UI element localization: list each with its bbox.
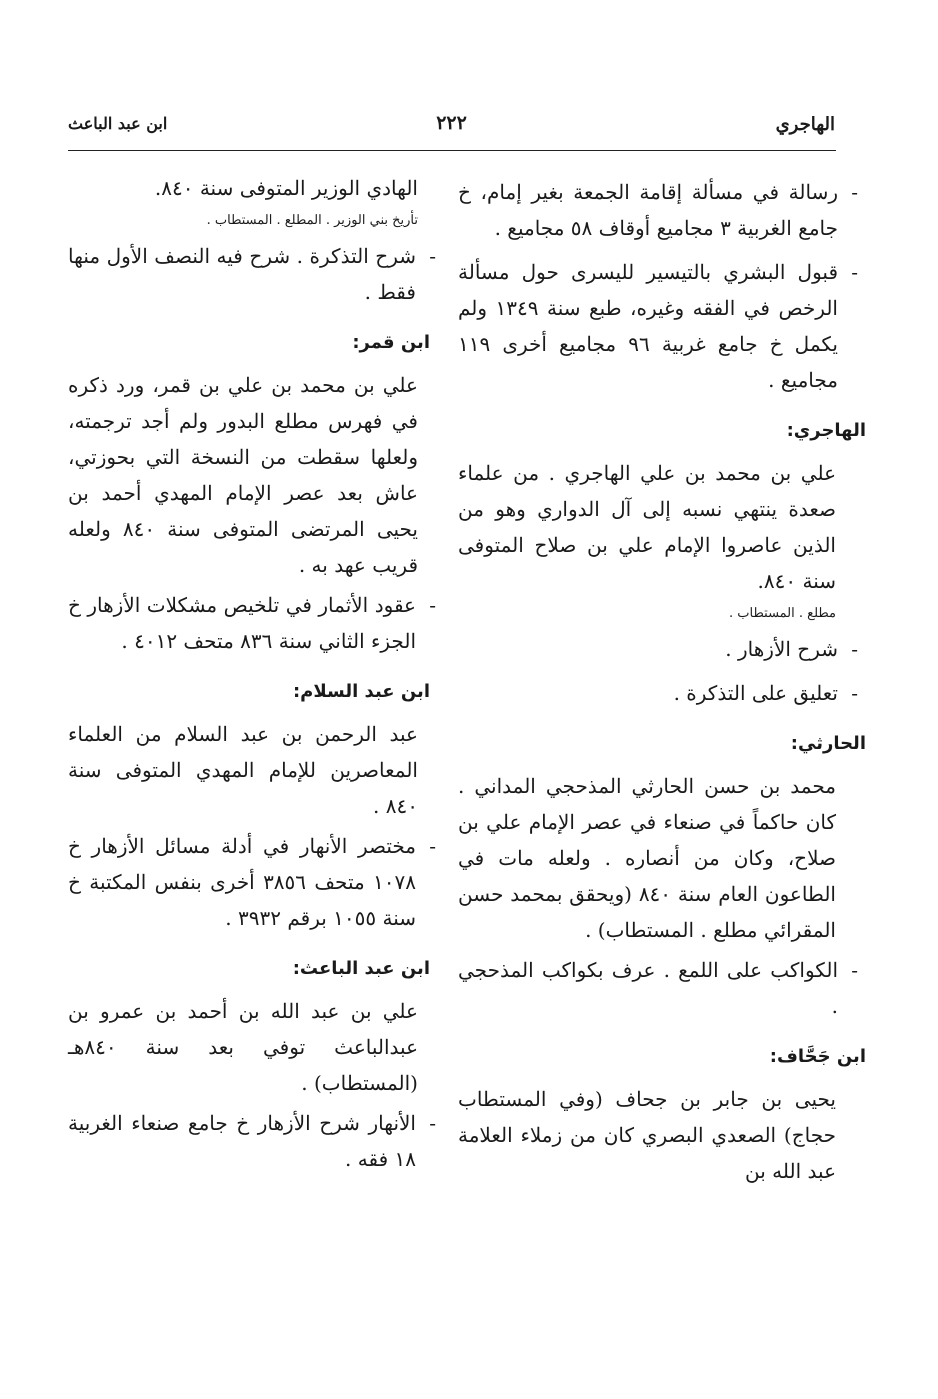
left-column <box>68 170 436 1185</box>
entry-text-continued: الهادي الوزير المتوفى سنة ٨٤٠. <box>154 176 418 200</box>
list-item: - شرح التذكرة . شرح فيه النصف الأول منها فقط . <box>68 244 436 304</box>
header-right-title: الهاجري <box>775 114 835 135</box>
list-item: - شرح الأزهار . <box>725 637 858 661</box>
running-header <box>68 110 835 146</box>
header-rule <box>68 150 836 151</box>
entry-heading-qamar: ابن قمر: <box>352 332 430 353</box>
entry-heading-abd-salam: ابن عبد السلام: <box>292 681 430 702</box>
list-item: - رسالة في مسألة إقامة الجمعة بغير إمام، خ جامع الغربية ٣ مجاميع أوقاف ٥٨ مجاميع . <box>458 180 858 240</box>
page-number: ٢٢٢ <box>436 112 467 134</box>
entry-heading-jahhaf: ابن جَحَّاف: <box>769 1046 866 1067</box>
entry-source-continued: تأريخ بني الوزير . المطلع . المستطاب . <box>206 213 418 228</box>
list-item: - الأنهار شرح الأزهار خ جامع صنعاء الغربية ١٨ فقه . <box>68 1111 436 1171</box>
header-left-title: ابن عبد الباعث <box>68 114 168 133</box>
entry-text-qamar: علي بن محمد بن علي بن قمر، ورد ذكره في فهرس مطلع البدور ولم أجد ترجمته، ولعلها سقطت من النسخة التي بحوزتي، عاش بعد عصر الإمام المهدي أحمد بن يحيى المرتضى المتوفى سنة ٨٤٠ ولعله قريب عهد به . <box>68 373 419 577</box>
entry-text-jahhaf: يحيى بن جابر بن جحاف (وفي المستطاب حجاج) الصعدي البصري كان من زملاء العلامة عبد الله بن <box>458 1087 836 1183</box>
entry-heading-abd-baith: ابن عبد الباعث: <box>292 958 430 979</box>
list-item: - عقود الأثمار في تلخيص مشكلات الأزهار خ الجزء الثاني سنة ٨٣٦ متحف ٤٠١٢ . <box>68 593 436 653</box>
list-item: - تعليق على التذكرة . <box>673 681 858 705</box>
entry-text-hajri: علي بن محمد بن علي الهاجري . من علماء صعدة ينتهي نسبه إلى آل الدواري وهو من الذين عاصروا الإمام علي بن صلاح المتوفى سنة ٨٤٠. <box>458 461 837 593</box>
list-item: - مختصر الأنهار في أدلة مسائل الأزهار خ ١٠٧٨ متحف ٣٨٥٦ أخرى بنفس المكتبة خ سنة ١٠٥٥ برقم ٣٩٣٢ . <box>68 834 436 930</box>
entry-text-abd-baith: علي بن عبد الله بن أحمد بن عمرو بن عبدالباعث توفي بعد سنة ٨٤٠هـ (المستطاب) . <box>68 999 418 1095</box>
right-column <box>458 170 866 1189</box>
list-item: - قبول البشري بالتيسير لليسرى حول مسألة الرخص في الفقه وغيره، طبع سنة ١٣٤٩ ولم يكمل خ جامع غربية ٩٦ مجاميع أخرى ١١٩ مجاميع . <box>458 260 858 392</box>
entry-source-hajri: مطلع . المستطاب . <box>729 606 836 621</box>
entry-text-abd-salam: عبد الرحمن بن عبد السلام من العلماء المعاصرين للإمام المهدي المتوفى سنة ٨٤٠ . <box>68 722 418 818</box>
entry-text-harithi: محمد بن حسن الحارثي المذحجي المداني . كان حاكماً في صنعاء في عصر الإمام علي بن صلاح، وكان من أنصاره . ولعله مات في الطاعون العام سنة ٨٤٠ (ويحقق بمحمد حسن المقرائي مطلع . المستطاب) . <box>458 774 836 942</box>
entry-heading-harithi: الحارثي: <box>790 733 866 754</box>
list-item: - الكواكب على اللمع . عرف بكواكب المذحجي . <box>458 958 858 1018</box>
entry-heading-hajri: الهاجري: <box>786 420 866 441</box>
